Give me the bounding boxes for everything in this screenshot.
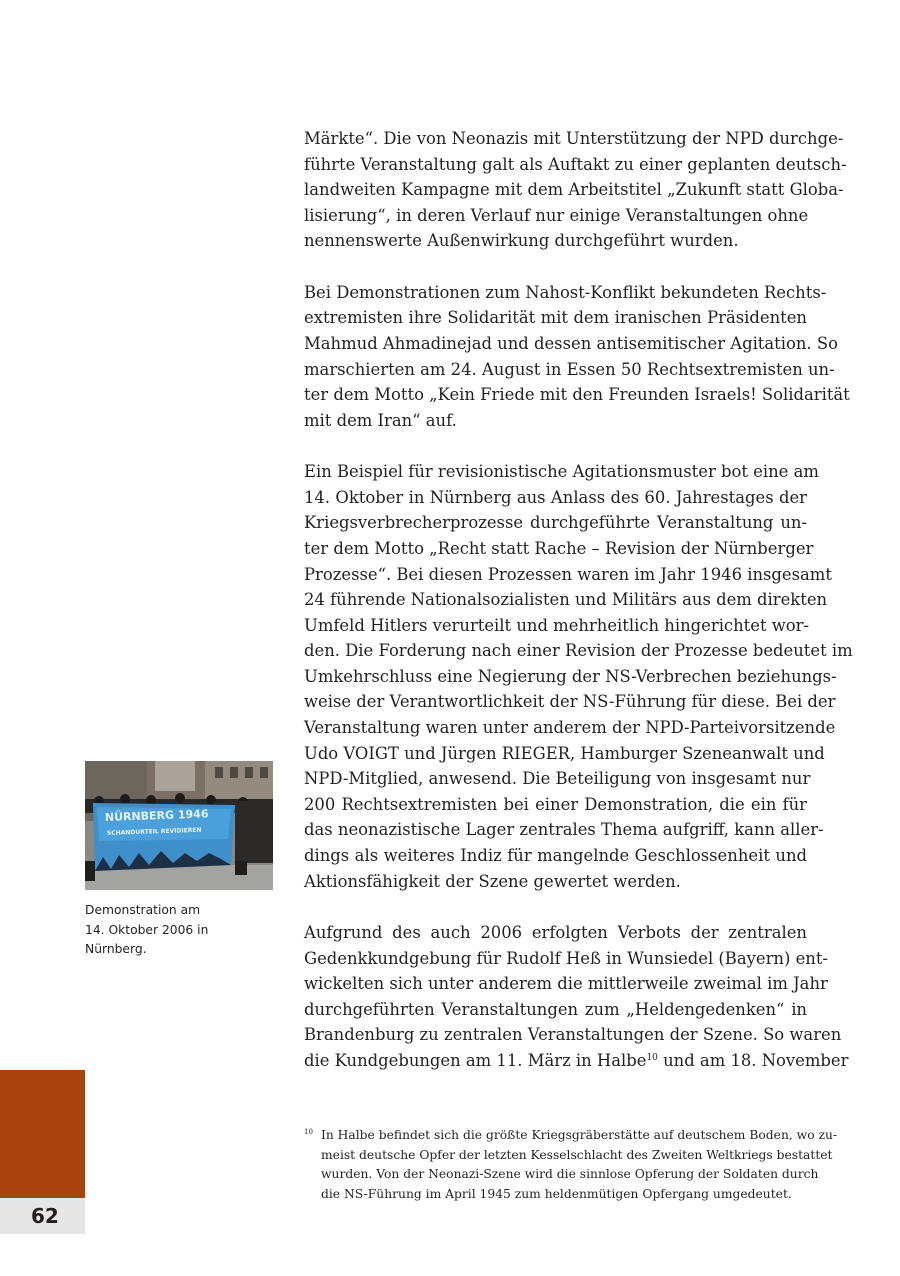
text-line: landweiten Kampagne mit dem Arbeitstitel „Zukunft statt Globa- (304, 180, 844, 200)
paragraph-nahost (304, 280, 850, 434)
text-line: Gedenkkundgebung für Rudolf Heß in Wunsiedel (Bayern) ent- (304, 948, 828, 968)
text-line: dings als weiteres Indiz für mangelnde Geschlossenheit und (304, 846, 807, 866)
text-line: Brandenburg zu zentralen Veranstaltungen der Szene. So waren (304, 1025, 842, 1045)
footnote-text (321, 1126, 838, 1204)
main-text-column (304, 126, 853, 1074)
text-line: Bei Demonstrationen zum Nahost-Konflikt bekundeten Rechts- (304, 282, 827, 302)
paragraph-nuernberg (304, 459, 853, 894)
paragraph-kampagne (304, 126, 847, 254)
text-line: 14. Oktober in Nürnberg aus Anlass des 60. Jahrestages der (304, 487, 807, 507)
text-line: ter dem Motto „Kein Friede mit den Freunden Israels! Solidarität (304, 385, 850, 405)
text-line: Märkte“. Die von Neonazis mit Unterstützung der NPD durchge- (304, 129, 844, 148)
footnote-line: meist deutsche Opfer der letzten Kesselschlacht des Zweiten Weltkriegs bestattet (321, 1147, 833, 1162)
footnote-line: wurden. Von der Neonazi-Szene wird die sinnlose Opferung der Soldaten durch (321, 1167, 819, 1182)
text-line: durchgeführten Veranstaltungen zum „Heldengedenken“ in (304, 999, 807, 1019)
text-line: lisierung“, in deren Verlauf nur einige Veranstaltungen ohne (304, 205, 809, 225)
footnote-reference[interactable]: 10 (646, 1052, 658, 1063)
text-line: 200 Rechtsextremisten bei einer Demonstration, die ein für (304, 794, 807, 814)
text-line: Udo VOIGT und Jürgen RIEGER, Hamburger Szeneanwalt und (304, 743, 825, 763)
text-fragment: und am 18. November (657, 1050, 849, 1070)
banner-headline: NÜRNBERG 1946 (104, 807, 209, 824)
page-number-box (0, 1198, 85, 1234)
text-line: ter dem Motto „Recht statt Rache – Revision der Nürnberger (304, 538, 814, 558)
text-line: Prozesse“. Bei diesen Prozessen waren im Jahr 1946 insgesamt (304, 564, 832, 584)
text-line: Umkehrschluss eine Negierung der NS-Verbrechen beziehungs- (304, 666, 837, 686)
caption-line: Nürnberg. (85, 942, 147, 956)
text-line: Kriegsverbrecherprozesse durchgeführte Veranstaltung un- (304, 513, 807, 533)
caption-line: 14. Oktober 2006 in (85, 922, 209, 937)
banner-slogan: SCHANDURTEIL REVIDIEREN (106, 826, 202, 837)
text-line: NPD-Mitglied, anwesend. Die Beteiligung von insgesamt nur (304, 769, 811, 789)
footnote-marker: 10 (304, 1128, 313, 1136)
footnote-line: die NS-Führung im April 1945 zum heldenmütigen Opfergang umgedeutet. (321, 1186, 792, 1201)
accent-color-bar (0, 1070, 85, 1198)
footnote-line: In Halbe befindet sich die größte Kriegsgräberstätte auf deutschem Boden, wo zu- (321, 1128, 838, 1142)
text-line: Umfeld Hitlers verurteilt und mehrheitlich hingerichtet wor- (304, 615, 810, 635)
text-line: weise der Verantwortlichkeit der NS-Führung für diese. Bei der (304, 692, 836, 712)
text-line: Aktionsfähigkeit der Szene gewertet werden. (304, 871, 681, 891)
footnote (304, 1126, 838, 1204)
text-line: nennenswerte Außenwirkung durchgeführt wurden. (304, 231, 739, 251)
text-line: Ein Beispiel für revisionistische Agitationsmuster bot eine am (304, 462, 819, 482)
demonstration-photo (85, 761, 273, 890)
text-fragment: die Kundgebungen am 11. März in Halbe (304, 1050, 647, 1070)
text-line: das neonazistische Lager zentrales Thema aufgriff, kann aller- (304, 820, 824, 840)
text-line: Veranstaltung waren unter anderem der NPD-Parteivorsitzende (304, 718, 836, 738)
text-line: Aufgrund des auch 2006 erfolgten Verbots der zentralen (304, 923, 807, 943)
paragraph-heldengedenken (304, 920, 849, 1074)
text-line: führte Veranstaltung galt als Auftakt zu einer geplanten deutsch- (304, 154, 847, 174)
photo-caption (85, 901, 275, 960)
caption-line: Demonstration am (85, 903, 201, 917)
text-line-with-footnote-ref (304, 1051, 848, 1070)
text-line: extremisten ihre Solidarität mit dem iranischen Präsidenten (304, 308, 807, 328)
text-line: mit dem Iran“ auf. (304, 410, 457, 430)
page-number: 62 (31, 1204, 59, 1228)
text-line: Mahmud Ahmadinejad und dessen antisemitischer Agitation. So (304, 333, 838, 353)
text-line: marschierten am 24. August in Essen 50 Rechtsextremisten un- (304, 359, 835, 379)
text-line: 24 führende Nationalsozialisten und Militärs aus dem direkten (304, 590, 828, 610)
text-line: den. Die Forderung nach einer Revision der Prozesse bedeutet im (304, 641, 853, 661)
text-line: wickelten sich unter anderem die mittlerweile zweimal im Jahr (304, 974, 828, 994)
